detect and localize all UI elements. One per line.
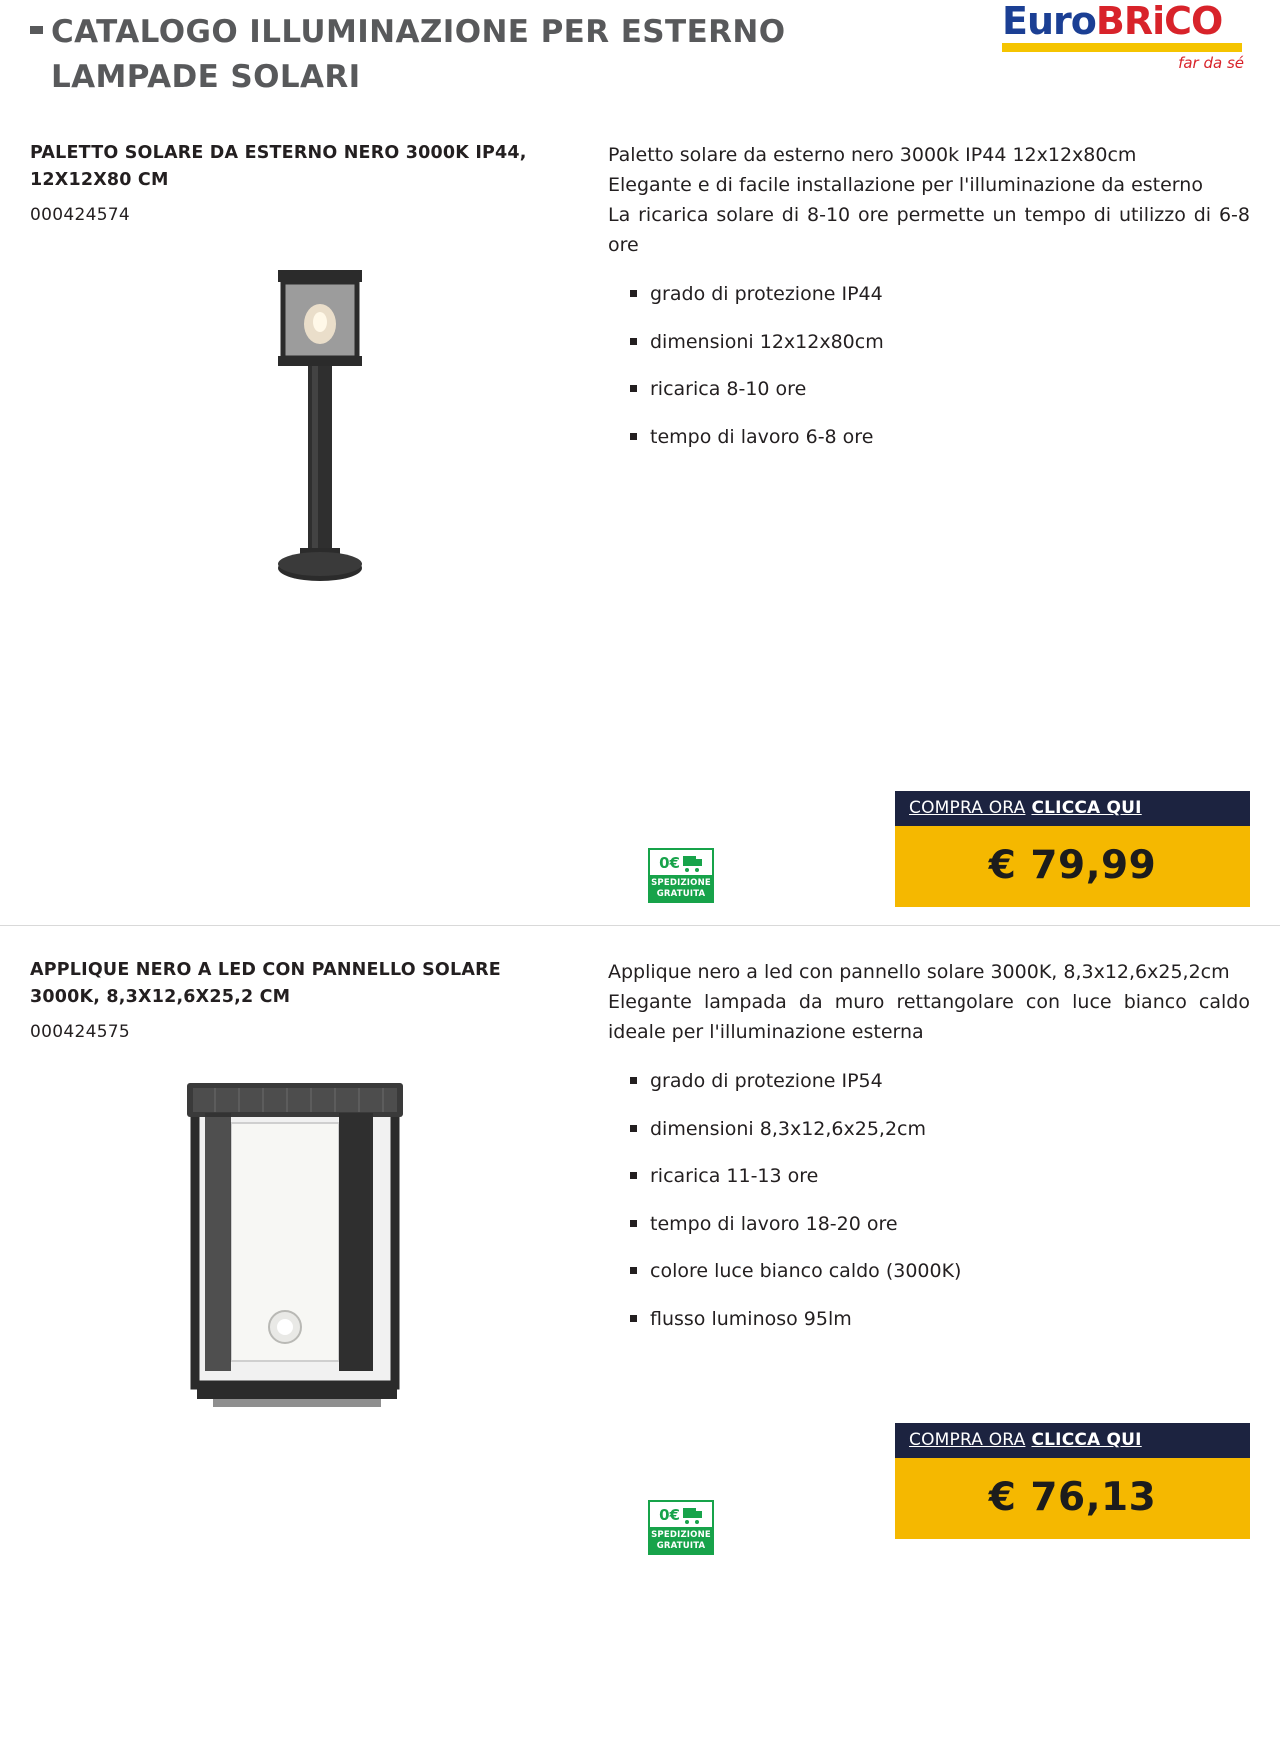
- clicca-qui-link[interactable]: CLICCA QUI: [1031, 798, 1142, 818]
- logo-text-brico: BRiCO: [1095, 0, 1223, 43]
- shipping-label-line-2: GRATUITA: [656, 1540, 706, 1551]
- list-item: tempo di lavoro 6-8 ore: [650, 423, 1250, 452]
- list-item: colore luce bianco caldo (3000K): [650, 1257, 1250, 1286]
- product-block-2: [0, 935, 1280, 1551]
- product-2-code: 000424575: [30, 1022, 131, 1043]
- list-item: grado di protezione IP44: [650, 280, 1250, 309]
- product-1-right-column: [608, 118, 1250, 603]
- free-shipping-badge-1: [648, 848, 714, 903]
- logo-text-euro: Euro: [1002, 0, 1096, 43]
- product-1-image: [140, 243, 500, 603]
- compra-ora-label: COMPRA ORA: [909, 798, 1026, 818]
- buy-now-header-2[interactable]: [895, 1423, 1250, 1458]
- logo-wordmark: [1002, 0, 1252, 43]
- shipping-label: [648, 875, 714, 903]
- clicca-qui-link[interactable]: CLICCA QUI: [1031, 1430, 1142, 1450]
- product-2-desc-line-2: Elegante lampada da muro rettangolare con luce bianco caldo ideale per l'illuminazione esterna: [608, 991, 1250, 1044]
- shipping-label-line-2: GRATUITA: [656, 888, 706, 899]
- page-title-line-2: LAMPADE SOLARI: [51, 58, 361, 95]
- list-item: flusso luminoso 95lm: [650, 1305, 1250, 1334]
- list-item: dimensioni 8,3x12,6x25,2cm: [650, 1115, 1250, 1144]
- product-1-desc-line-2: Elegante e di facile installazione per l'illuminazione da esterno: [608, 174, 1203, 197]
- page-title: [51, 10, 786, 100]
- product-2-price: € 76,13: [895, 1458, 1250, 1539]
- product-2-title: APPLIQUE NERO A LED CON PANNELLO SOLARE 3000K, 8,3X12,6X25,2 CM: [30, 960, 501, 1008]
- buy-now-panel-2[interactable]: [895, 1423, 1250, 1539]
- shipping-label: [648, 1527, 714, 1555]
- page-header: [0, 0, 1280, 118]
- product-1-price: € 79,99: [895, 826, 1250, 907]
- eurobrico-logo: [1002, 2, 1252, 72]
- list-item: ricarica 11-13 ore: [650, 1162, 1250, 1191]
- shipping-price: 0€: [659, 853, 680, 872]
- list-item: tempo di lavoro 18-20 ore: [650, 1210, 1250, 1239]
- shipping-label-line-1: SPEDIZIONE: [651, 878, 711, 888]
- truck-icon: [683, 856, 703, 870]
- logo-slogan: far da sé: [1178, 54, 1244, 72]
- shipping-price: 0€: [659, 1505, 680, 1524]
- page-title-line-1: CATALOGO ILLUMINAZIONE PER ESTERNO: [51, 14, 786, 50]
- list-item: ricarica 8-10 ore: [650, 375, 1250, 404]
- section-divider: [0, 925, 1280, 926]
- compra-ora-label: COMPRA ORA: [909, 1430, 1026, 1450]
- shipping-price-row: [648, 1500, 714, 1527]
- header-bullet-icon: [30, 26, 43, 34]
- buy-now-panel-1[interactable]: [895, 791, 1250, 907]
- product-1-description: [608, 140, 1250, 260]
- logo-underline-bar: [1002, 43, 1242, 52]
- product-2-desc-line-1: Applique nero a led con pannello solare 3000K, 8,3x12,6x25,2cm: [608, 961, 1230, 983]
- truck-icon: [683, 1508, 703, 1522]
- product-2-right-column: [608, 935, 1250, 1420]
- product-1-feature-list: [608, 280, 1250, 451]
- solar-wall-lamp-illustration: [135, 1065, 465, 1415]
- free-shipping-badge-2: [648, 1500, 714, 1555]
- list-item: dimensioni 12x12x80cm: [650, 328, 1250, 357]
- product-2-description: [608, 957, 1250, 1047]
- list-item: grado di protezione IP54: [650, 1067, 1250, 1096]
- bollard-lamp-illustration: [150, 248, 490, 598]
- product-1-desc-line-3: La ricarica solare di 8-10 ore permette un tempo di utilizzo di 6-8 ore: [608, 204, 1250, 257]
- product-1-desc-line-1: Paletto solare da esterno nero 3000k IP44 12x12x80cm: [608, 144, 1137, 166]
- buy-now-header-1[interactable]: [895, 791, 1250, 826]
- product-1-title: PALETTO SOLARE DA ESTERNO NERO 3000K IP44, 12X12X80 CM: [30, 143, 527, 191]
- product-1-code: 000424574: [30, 205, 131, 226]
- shipping-label-line-1: SPEDIZIONE: [651, 1530, 711, 1540]
- shipping-price-row: [648, 848, 714, 875]
- product-1-left-column: [30, 118, 590, 603]
- product-2-image: [120, 1060, 480, 1420]
- product-2-feature-list: [608, 1067, 1250, 1333]
- product-block-1: [0, 118, 1280, 923]
- product-2-left-column: [30, 935, 590, 1420]
